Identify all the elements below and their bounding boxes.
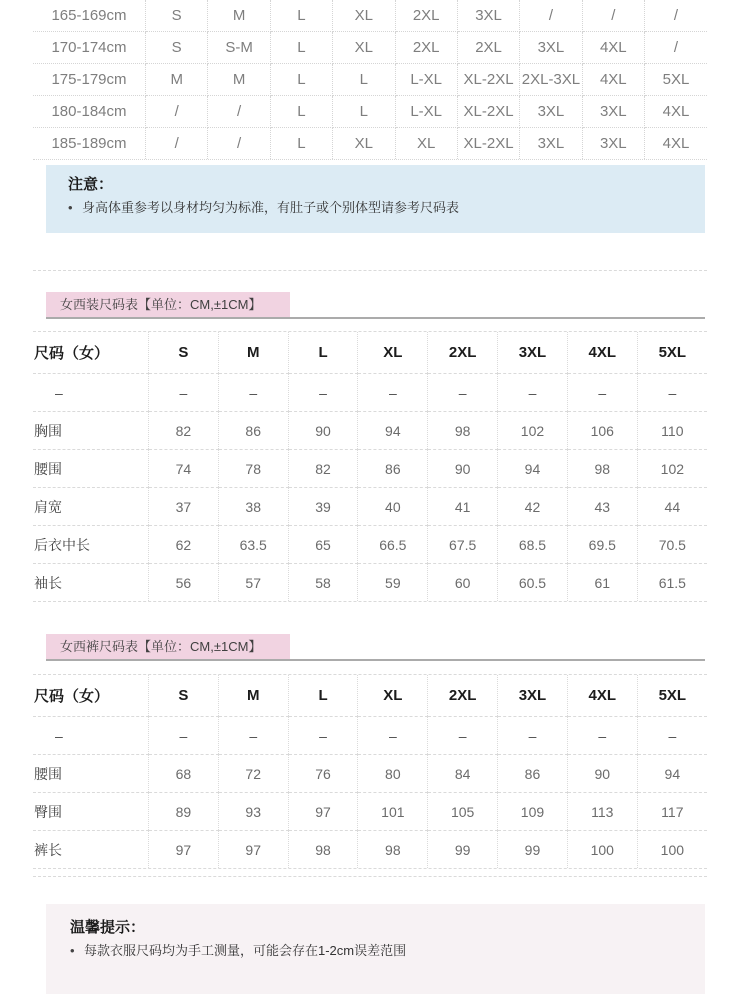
suit-row [33,488,707,526]
pants-row [33,755,707,793]
bullet-icon: • [70,943,75,958]
pants-cell: 100 [637,831,707,869]
height-cell: / [208,128,270,160]
pants-cell: 90 [567,755,637,793]
suit-cell: 68.5 [498,526,568,564]
height-cell: / [146,128,208,160]
suit-cell: 98 [428,412,498,450]
height-cell: M [146,64,208,96]
suit-col-header: 4XL [567,332,637,374]
height-cell: L-XL [395,64,457,96]
suit-col-header: XL [358,332,428,374]
suit-cell: – [498,374,568,412]
height-cell: 4XL [645,128,708,160]
height-cell: 4XL [582,32,644,64]
pants-col-header: L [288,675,358,717]
suit-table-caption-band: 女西装尺码表【单位：CM,±1CM】 [46,292,290,317]
pants-row [33,717,707,755]
height-cell: 3XL [457,0,519,32]
section-divider [33,270,707,271]
suit-cell: – [567,374,637,412]
suit-cell: 37 [149,488,219,526]
suit-cell: 61 [567,564,637,602]
pants-cell: 101 [358,793,428,831]
height-size-table [33,0,707,159]
suit-col-header: S [149,332,219,374]
suit-col-header: M [218,332,288,374]
pants-cell: 100 [567,831,637,869]
height-cell: L [333,96,395,128]
height-cell: / [208,96,270,128]
suit-cell: 58 [288,564,358,602]
pants-row-label: 臀围 [33,793,149,831]
pants-cell: 113 [567,793,637,831]
height-cell: 4XL [645,96,708,128]
suit-cell: – [358,374,428,412]
pants-col-header: XL [358,675,428,717]
pants-row [33,831,707,869]
suit-size-table [33,332,707,601]
suit-cell: 38 [218,488,288,526]
suit-cell: 59 [358,564,428,602]
height-cell: 2XL-3XL [520,64,582,96]
suit-cell: 61.5 [637,564,707,602]
pants-col-header: 2XL [428,675,498,717]
height-cell: XL [333,0,395,32]
height-cell: XL-2XL [457,96,519,128]
suit-row [33,450,707,488]
height-cell: 3XL [520,32,582,64]
pants-row [33,793,707,831]
height-cell: / [645,0,708,32]
pants-cell: – [288,717,358,755]
height-row-label: 165-169cm [33,0,146,32]
height-cell: / [582,0,644,32]
suit-cell: 63.5 [218,526,288,564]
suit-col-header: 5XL [637,332,707,374]
suit-row-label: 胸围 [33,412,149,450]
suit-cell: – [149,374,219,412]
height-cell: L [270,32,332,64]
pants-cell: 97 [149,831,219,869]
pants-cell: – [218,717,288,755]
pants-table-caption-band: 女西裤尺码表【单位：CM,±1CM】 [46,634,290,659]
suit-cell: 57 [218,564,288,602]
suit-cell: 110 [637,412,707,450]
pants-cell: 98 [288,831,358,869]
notice-bullet-text: 身高体重参考以身材均匀为标准，有肚子或个别体型请参考尺码表 [82,200,460,215]
suit-cell: 69.5 [567,526,637,564]
height-cell: L [270,0,332,32]
pants-cell: 94 [637,755,707,793]
suit-size-table-body [33,374,707,602]
pants-col-header: M [218,675,288,717]
pants-size-table-body [33,717,707,869]
suit-cell: – [428,374,498,412]
suit-col-header: 3XL [498,332,568,374]
pants-cell: 72 [218,755,288,793]
suit-row [33,564,707,602]
suit-cell: 62 [149,526,219,564]
height-row [33,32,707,64]
suit-cell: 102 [637,450,707,488]
height-size-table-wrap [33,0,707,160]
height-cell: 4XL [582,64,644,96]
tips-box [46,904,705,994]
pants-row-label: 腰围 [33,755,149,793]
pants-col-header: 4XL [567,675,637,717]
suit-col-header: L [288,332,358,374]
pants-size-table-head [33,675,707,717]
pants-corner-header: 尺码（女） [33,675,149,717]
height-cell: S [146,32,208,64]
height-cell: 5XL [645,64,708,96]
pants-cell: 84 [428,755,498,793]
suit-cell: 94 [358,412,428,450]
pants-row-label: – [33,717,149,755]
pants-col-header: S [149,675,219,717]
height-row-label: 175-179cm [33,64,146,96]
suit-cell: 39 [288,488,358,526]
suit-cell: 82 [288,450,358,488]
pants-cell: 86 [498,755,568,793]
pants-size-table [33,675,707,868]
pants-cell: 89 [149,793,219,831]
suit-cell: 106 [567,412,637,450]
suit-cell: 98 [567,450,637,488]
suit-cell: 70.5 [637,526,707,564]
suit-cell: 74 [149,450,219,488]
tips-title: 温馨提示： [70,919,146,936]
suit-cell: – [218,374,288,412]
pants-cell: – [149,717,219,755]
suit-row [33,526,707,564]
suit-cell: 60.5 [498,564,568,602]
suit-cell: 86 [358,450,428,488]
pants-cell: – [498,717,568,755]
pants-cell: 97 [218,831,288,869]
suit-col-header: 2XL [428,332,498,374]
suit-cell: 102 [498,412,568,450]
height-row [33,64,707,96]
suit-header-row [33,332,707,374]
suit-row [33,412,707,450]
pants-cell: 105 [428,793,498,831]
pants-cell: – [637,717,707,755]
tips-bullet-text: 每款衣服尺码均为手工测量，可能会存在1-2cm误差范围 [84,943,407,958]
height-cell: 3XL [582,128,644,160]
suit-cell: 41 [428,488,498,526]
height-cell: S-M [208,32,270,64]
pants-cell: 68 [149,755,219,793]
notice-box [46,165,705,233]
height-cell: XL-2XL [457,64,519,96]
pants-col-header: 3XL [498,675,568,717]
suit-cell: – [288,374,358,412]
suit-row [33,374,707,412]
height-cell: XL [333,128,395,160]
pants-cell: 99 [428,831,498,869]
height-row [33,128,707,160]
suit-cell: 44 [637,488,707,526]
suit-cell: 65 [288,526,358,564]
height-cell: L [270,64,332,96]
suit-cell: 42 [498,488,568,526]
suit-cell: 82 [149,412,219,450]
suit-cell: 40 [358,488,428,526]
bullet-icon: • [68,200,73,215]
suit-cell: 90 [428,450,498,488]
suit-cell: 94 [498,450,568,488]
suit-cell: 78 [218,450,288,488]
pants-cell: 76 [288,755,358,793]
height-cell: L-XL [395,96,457,128]
suit-cell: 56 [149,564,219,602]
height-cell: XL [395,128,457,160]
height-row-label: 185-189cm [33,128,146,160]
pants-header-row [33,675,707,717]
pants-row-label: 裤长 [33,831,149,869]
suit-row-label: 腰围 [33,450,149,488]
suit-row-label: 袖长 [33,564,149,602]
height-cell: S [146,0,208,32]
suit-corner-header: 尺码（女） [33,332,149,374]
pants-cell: – [428,717,498,755]
height-cell: / [520,0,582,32]
suit-row-label: 肩宽 [33,488,149,526]
height-cell: 2XL [395,32,457,64]
suit-cell: – [637,374,707,412]
suit-row-label: – [33,374,149,412]
height-cell: / [645,32,708,64]
pants-cell: 93 [218,793,288,831]
suit-cell: 86 [218,412,288,450]
pants-cell: 97 [288,793,358,831]
height-row [33,96,707,128]
height-row [33,0,707,32]
pants-cell: 99 [498,831,568,869]
pants-cell: 109 [498,793,568,831]
height-cell: 2XL [457,32,519,64]
suit-cell: 66.5 [358,526,428,564]
suit-cell: 43 [567,488,637,526]
pants-cell: 98 [358,831,428,869]
height-cell: M [208,0,270,32]
height-cell: XL [333,32,395,64]
pants-size-table-wrap [33,674,707,869]
suit-band-underline [46,317,705,319]
suit-cell: 60 [428,564,498,602]
notice-title: 注意： [68,176,114,193]
pants-cell: 117 [637,793,707,831]
suit-cell: 90 [288,412,358,450]
height-cell: L [270,96,332,128]
section-divider [33,876,707,877]
height-cell: L [333,64,395,96]
pants-col-header: 5XL [637,675,707,717]
suit-cell: 67.5 [428,526,498,564]
pants-cell: 80 [358,755,428,793]
suit-row-label: 后衣中长 [33,526,149,564]
height-row-label: 170-174cm [33,32,146,64]
height-cell: 3XL [520,128,582,160]
height-cell: L [270,128,332,160]
height-size-table-body [33,0,707,159]
notice-bullet-line [68,196,695,219]
height-cell: M [208,64,270,96]
height-cell: 3XL [520,96,582,128]
height-row-label: 180-184cm [33,96,146,128]
height-cell: 3XL [582,96,644,128]
height-cell: 2XL [395,0,457,32]
suit-size-table-head [33,332,707,374]
pants-cell: – [567,717,637,755]
tips-bullet-line [70,939,695,962]
height-cell: XL-2XL [457,128,519,160]
height-cell: / [146,96,208,128]
suit-size-table-wrap [33,331,707,602]
pants-band-underline [46,659,705,661]
pants-cell: – [358,717,428,755]
